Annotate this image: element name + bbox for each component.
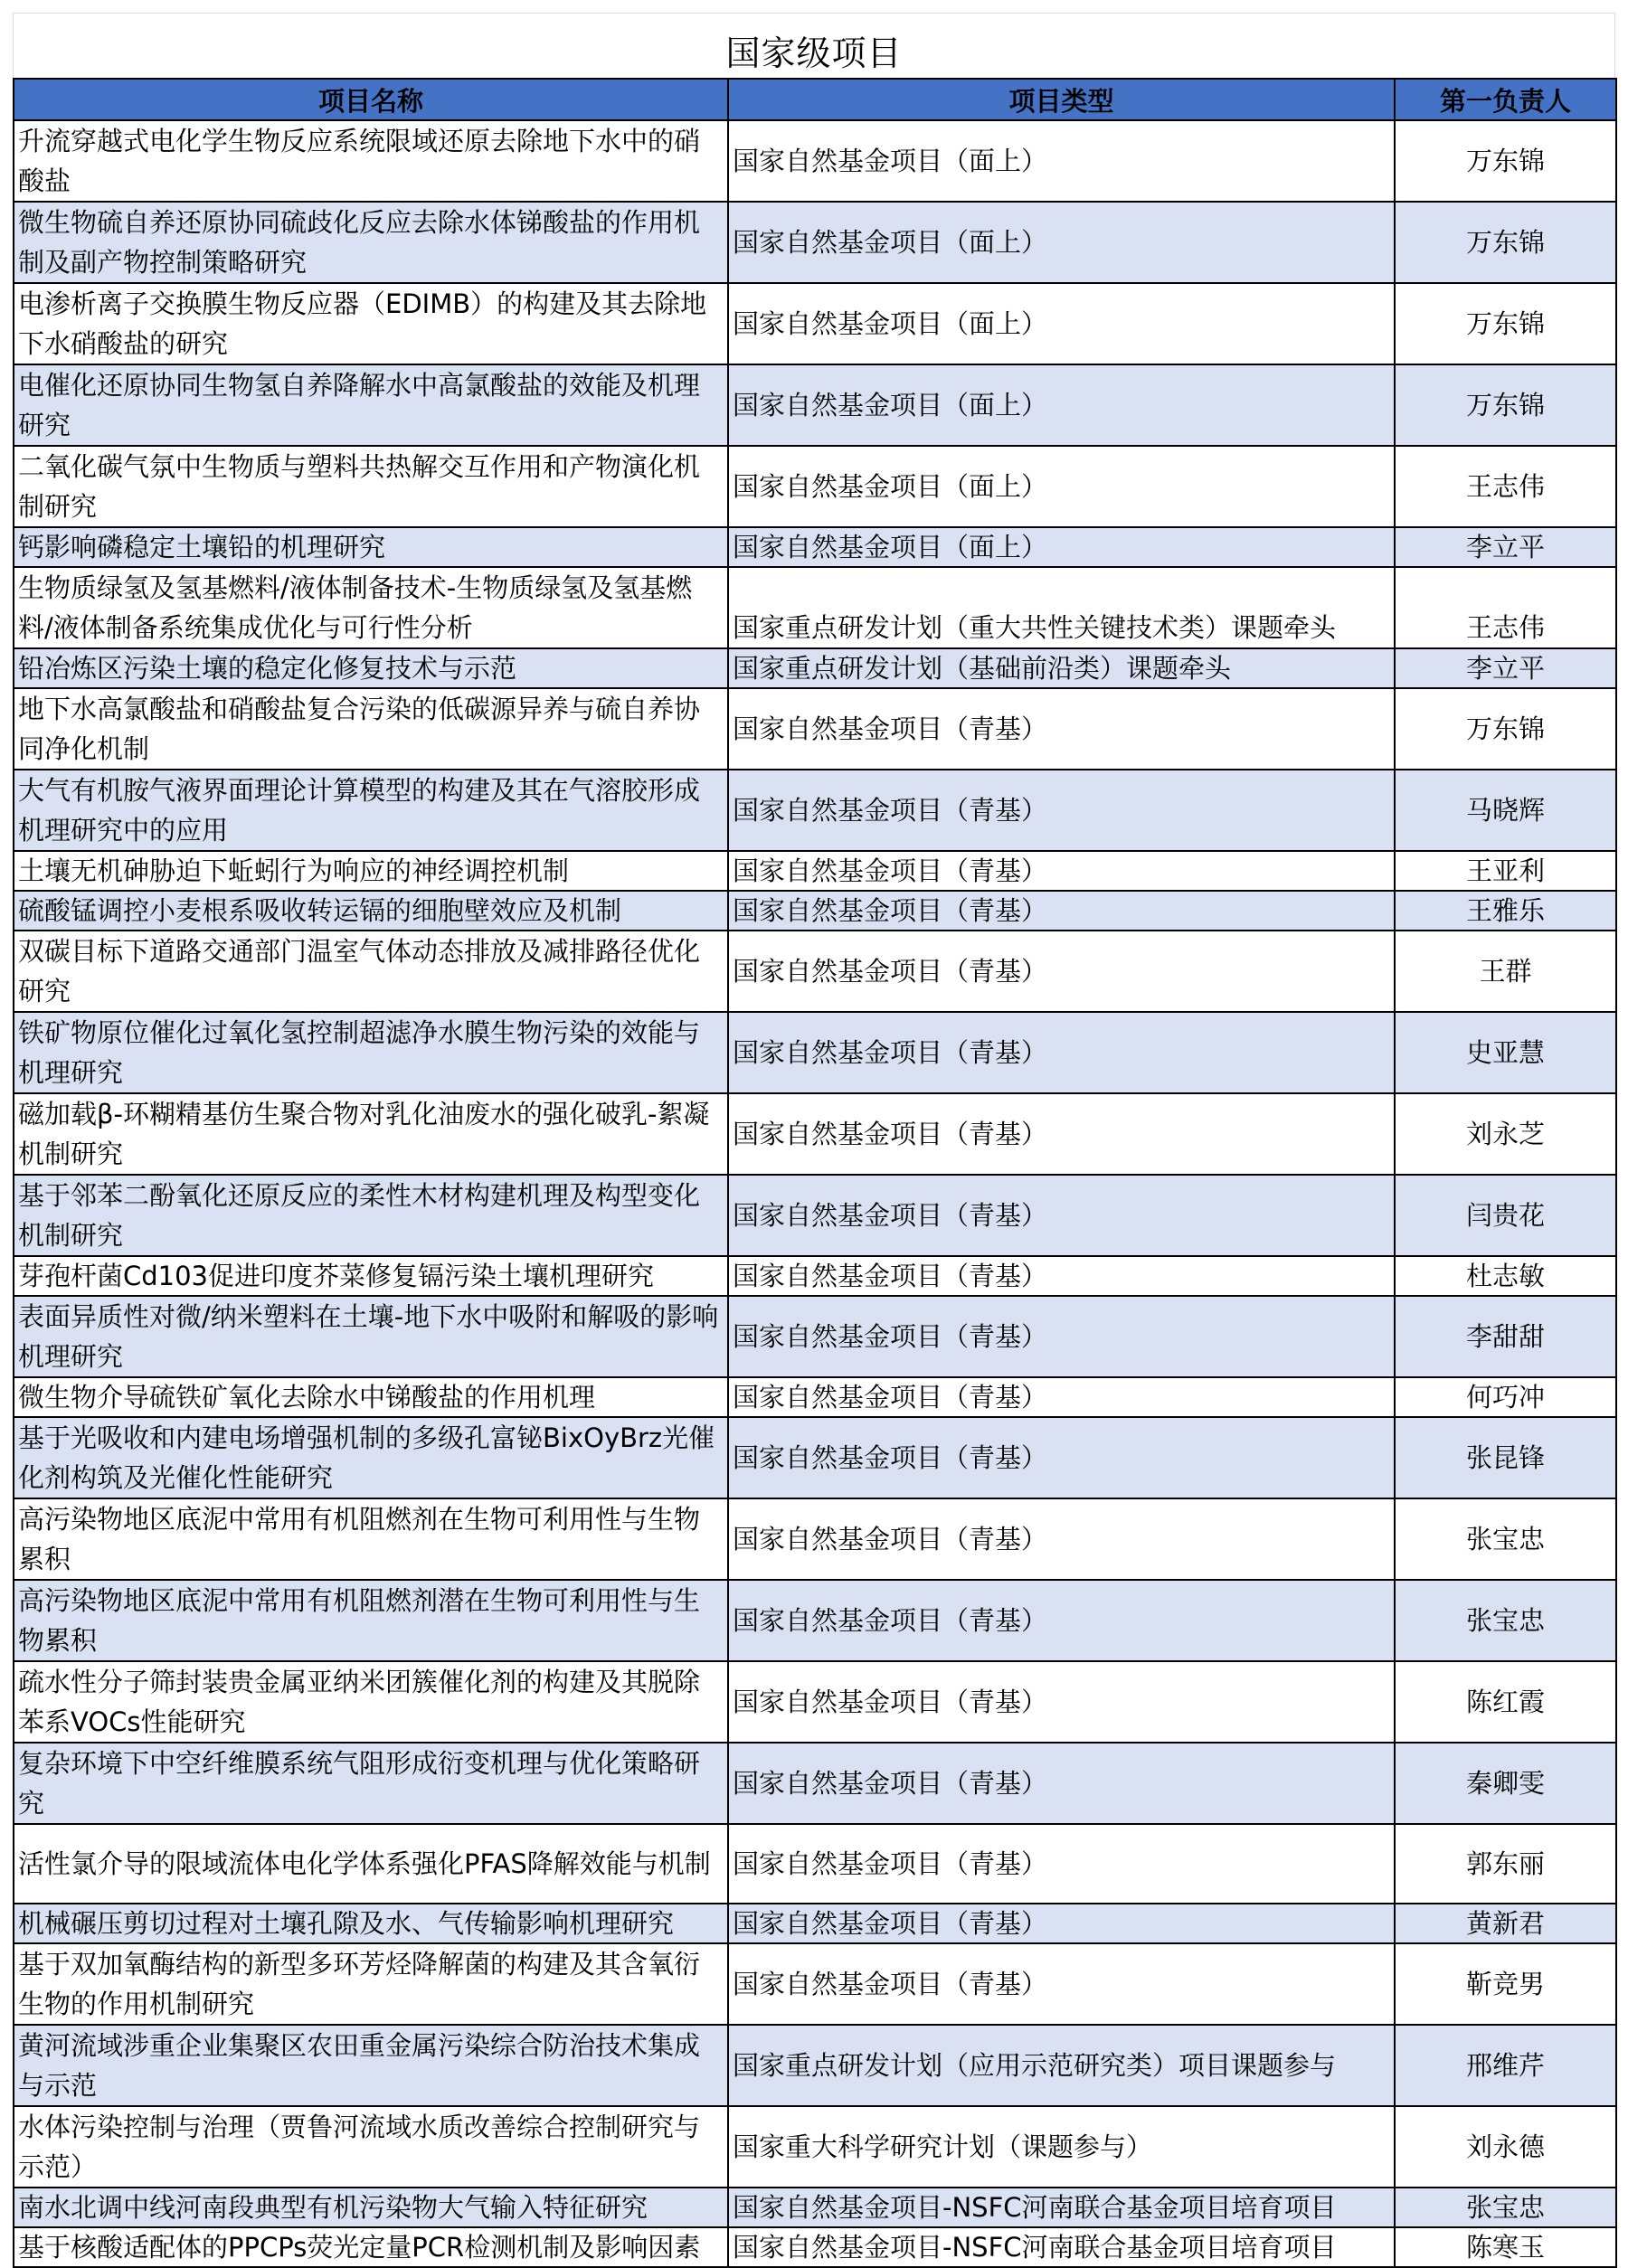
cell-project-name: 二氧化碳气氛中生物质与塑料共热解交互作用和产物演化机制研究 [14, 446, 728, 527]
table-row [14, 1904, 1616, 1943]
cell-project-type: 国家自然基金项目（青基） [728, 1661, 1395, 1743]
table-row [14, 1296, 1616, 1377]
table-row [14, 2188, 1616, 2227]
cell-lead: 刘永芝 [1395, 1093, 1616, 1175]
projects-table [13, 78, 1617, 2268]
cell-project-type: 国家自然基金项目（面上） [728, 364, 1395, 446]
table-row [14, 202, 1616, 283]
cell-project-name: 大气有机胺气液界面理论计算模型的构建及其在气溶胶形成机理研究中的应用 [14, 770, 728, 851]
cell-project-name: 磁加载β-环糊精基仿生聚合物对乳化油废水的强化破乳-絮凝机制研究 [14, 1093, 728, 1175]
table-row [14, 1824, 1616, 1904]
cell-project-name: 疏水性分子筛封装贵金属亚纳米团簇催化剂的构建及其脱除苯系VOCs性能研究 [14, 1661, 728, 1743]
cell-project-name: 芽孢杆菌Cd103促进印度芥菜修复镉污染土壤机理研究 [14, 1256, 728, 1296]
cell-project-type: 国家自然基金项目（面上） [728, 527, 1395, 567]
table-row [14, 1256, 1616, 1296]
cell-project-type: 国家自然基金项目（青基） [728, 1743, 1395, 1824]
table-row [14, 1943, 1616, 2025]
table-row [14, 1580, 1616, 1661]
cell-project-type: 国家自然基金项目（青基） [728, 1296, 1395, 1377]
cell-project-name: 铁矿物原位催化过氧化氢控制超滤净水膜生物污染的效能与机理研究 [14, 1012, 728, 1093]
cell-lead: 万东锦 [1395, 120, 1616, 202]
table-row [14, 891, 1616, 931]
table-row [14, 688, 1616, 770]
cell-project-type: 国家自然基金项目（青基） [728, 1904, 1395, 1943]
cell-project-name: 铅冶炼区污染土壤的稳定化修复技术与示范 [14, 648, 728, 688]
cell-project-type: 国家自然基金项目-NSFC河南联合基金项目培育项目 [728, 2227, 1395, 2267]
cell-lead: 靳竞男 [1395, 1943, 1616, 2025]
cell-lead: 黄新君 [1395, 1904, 1616, 1943]
cell-project-type: 国家自然基金项目（青基） [728, 1943, 1395, 2025]
sheet-title: 国家级项目 [725, 33, 903, 73]
cell-project-type: 国家自然基金项目（青基） [728, 1498, 1395, 1580]
cell-project-name: 微生物介导硫铁矿氧化去除水中锑酸盐的作用机理 [14, 1377, 728, 1417]
table-row [14, 770, 1616, 851]
cell-project-type: 国家自然基金项目（面上） [728, 202, 1395, 283]
table-row [14, 2227, 1616, 2267]
cell-lead: 王雅乐 [1395, 891, 1616, 931]
table-row [14, 446, 1616, 527]
cell-project-type: 国家自然基金项目（青基） [728, 1175, 1395, 1256]
cell-project-type: 国家重点研发计划（基础前沿类）课题牵头 [728, 648, 1395, 688]
cell-lead: 马晓辉 [1395, 770, 1616, 851]
cell-lead: 万东锦 [1395, 283, 1616, 364]
cell-lead: 李立平 [1395, 648, 1616, 688]
cell-project-type: 国家自然基金项目（青基） [728, 1417, 1395, 1498]
cell-project-type: 国家自然基金项目（青基） [728, 851, 1395, 891]
table-row [14, 364, 1616, 446]
cell-lead: 史亚慧 [1395, 1012, 1616, 1093]
cell-lead: 王志伟 [1395, 446, 1616, 527]
cell-project-type: 国家自然基金项目（面上） [728, 446, 1395, 527]
cell-lead: 张宝忠 [1395, 1580, 1616, 1661]
cell-project-type: 国家自然基金项目（青基） [728, 1580, 1395, 1661]
cell-project-type: 国家自然基金项目（面上） [728, 283, 1395, 364]
cell-project-name: 水体污染控制与治理（贾鲁河流域水质改善综合控制研究与示范） [14, 2106, 728, 2188]
cell-project-name: 电渗析离子交换膜生物反应器（EDIMB）的构建及其去除地下水硝酸盐的研究 [14, 283, 728, 364]
table-row [14, 1377, 1616, 1417]
cell-project-name: 生物质绿氢及氢基燃料/液体制备技术-生物质绿氢及氢基燃料/液体制备系统集成优化与可行性分析 [14, 567, 728, 648]
cell-project-name: 升流穿越式电化学生物反应系统限域还原去除地下水中的硝酸盐 [14, 120, 728, 202]
cell-project-name: 基于核酸适配体的PPCPs荧光定量PCR检测机制及影响因素 [14, 2227, 728, 2267]
sheet-title-row [13, 13, 1615, 78]
cell-project-type: 国家重点研发计划（重大共性关键技术类）课题牵头 [728, 567, 1395, 648]
cell-project-name: 基于双加氧酶结构的新型多环芳烃降解菌的构建及其含氧衍生物的作用机制研究 [14, 1943, 728, 2025]
cell-lead: 王志伟 [1395, 567, 1616, 648]
cell-lead: 闫贵花 [1395, 1175, 1616, 1256]
table-row [14, 283, 1616, 364]
table-row [14, 648, 1616, 688]
cell-project-name: 土壤无机砷胁迫下蚯蚓行为响应的神经调控机制 [14, 851, 728, 891]
cell-project-name: 高污染物地区底泥中常用有机阻燃剂潜在生物可利用性与生物累积 [14, 1580, 728, 1661]
table-row [14, 1012, 1616, 1093]
cell-lead: 杜志敏 [1395, 1256, 1616, 1296]
table-row [14, 120, 1616, 202]
table-row [14, 1417, 1616, 1498]
cell-project-type: 国家自然基金项目（青基） [728, 1093, 1395, 1175]
cell-project-type: 国家自然基金项目-NSFC河南联合基金项目培育项目 [728, 2188, 1395, 2227]
cell-project-name: 钙影响磷稳定土壤铅的机理研究 [14, 527, 728, 567]
column-header-lead: 第一负责人 [1395, 79, 1616, 120]
cell-project-type: 国家重点研发计划（应用示范研究类）项目课题参与 [728, 2025, 1395, 2106]
cell-lead: 秦卿雯 [1395, 1743, 1616, 1824]
table-row [14, 851, 1616, 891]
cell-lead: 张宝忠 [1395, 1498, 1616, 1580]
cell-project-name: 基于光吸收和内建电场增强机制的多级孔富铋BixOyBrz光催化剂构筑及光催化性能研究 [14, 1417, 728, 1498]
cell-project-type: 国家自然基金项目（青基） [728, 891, 1395, 931]
table-row [14, 931, 1616, 1012]
cell-project-type: 国家重大科学研究计划（课题参与） [728, 2106, 1395, 2188]
table-row [14, 527, 1616, 567]
table-row [14, 1498, 1616, 1580]
cell-lead: 刘永德 [1395, 2106, 1616, 2188]
cell-project-name: 双碳目标下道路交通部门温室气体动态排放及减排路径优化研究 [14, 931, 728, 1012]
cell-project-type: 国家自然基金项目（青基） [728, 1012, 1395, 1093]
cell-project-name: 活性氯介导的限域流体电化学体系强化PFAS降解效能与机制 [14, 1824, 728, 1904]
cell-project-type: 国家自然基金项目（青基） [728, 1824, 1395, 1904]
cell-lead: 万东锦 [1395, 202, 1616, 283]
cell-project-name: 黄河流域涉重企业集聚区农田重金属污染综合防治技术集成与示范 [14, 2025, 728, 2106]
cell-project-name: 地下水高氯酸盐和硝酸盐复合污染的低碳源异养与硫自养协同净化机制 [14, 688, 728, 770]
cell-lead: 王群 [1395, 931, 1616, 1012]
cell-lead: 王亚利 [1395, 851, 1616, 891]
cell-lead: 郭东丽 [1395, 1824, 1616, 1904]
cell-lead: 邢维芹 [1395, 2025, 1616, 2106]
cell-project-type: 国家自然基金项目（青基） [728, 1377, 1395, 1417]
cell-project-name: 微生物硫自养还原协同硫歧化反应去除水体锑酸盐的作用机制及副产物控制策略研究 [14, 202, 728, 283]
cell-project-name: 高污染物地区底泥中常用有机阻燃剂在生物可利用性与生物累积 [14, 1498, 728, 1580]
cell-lead: 张昆锋 [1395, 1417, 1616, 1498]
cell-project-type: 国家自然基金项目（青基） [728, 1256, 1395, 1296]
column-header-project-name: 项目名称 [14, 79, 728, 120]
cell-lead: 张宝忠 [1395, 2188, 1616, 2227]
table-row [14, 2106, 1616, 2188]
table-row [14, 2025, 1616, 2106]
cell-lead: 万东锦 [1395, 364, 1616, 446]
table-header-row [14, 79, 1616, 120]
cell-project-name: 表面异质性对微/纳米塑料在土壤-地下水中吸附和解吸的影响机理研究 [14, 1296, 728, 1377]
cell-project-name: 电催化还原协同生物氢自养降解水中高氯酸盐的效能及机理研究 [14, 364, 728, 446]
cell-lead: 李甜甜 [1395, 1296, 1616, 1377]
cell-lead: 陈红霞 [1395, 1661, 1616, 1743]
cell-lead: 万东锦 [1395, 688, 1616, 770]
table-row [14, 567, 1616, 648]
table-row [14, 1175, 1616, 1256]
cell-lead: 陈寒玉 [1395, 2227, 1616, 2267]
table-row [14, 1093, 1616, 1175]
cell-project-type: 国家自然基金项目（面上） [728, 120, 1395, 202]
cell-lead: 李立平 [1395, 527, 1616, 567]
cell-project-name: 南水北调中线河南段典型有机污染物大气输入特征研究 [14, 2188, 728, 2227]
table-row [14, 1661, 1616, 1743]
spreadsheet [13, 13, 1615, 2268]
cell-project-type: 国家自然基金项目（青基） [728, 688, 1395, 770]
cell-project-name: 基于邻苯二酚氧化还原反应的柔性木材构建机理及构型变化机制研究 [14, 1175, 728, 1256]
cell-project-name: 复杂环境下中空纤维膜系统气阻形成衍变机理与优化策略研究 [14, 1743, 728, 1824]
cell-project-type: 国家自然基金项目（青基） [728, 770, 1395, 851]
cell-project-type: 国家自然基金项目（青基） [728, 931, 1395, 1012]
table-row [14, 1743, 1616, 1824]
cell-project-name: 机械碾压剪切过程对土壤孔隙及水、气传输影响机理研究 [14, 1904, 728, 1943]
table-body [14, 120, 1616, 2267]
cell-project-name: 硫酸锰调控小麦根系吸收转运镉的细胞壁效应及机制 [14, 891, 728, 931]
column-header-project-type: 项目类型 [728, 79, 1395, 120]
cell-lead: 何巧冲 [1395, 1377, 1616, 1417]
